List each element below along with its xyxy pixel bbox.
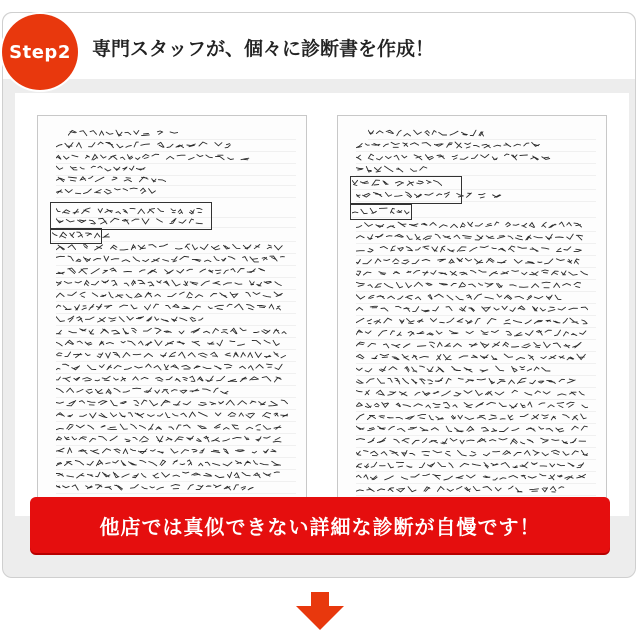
- handwriting-line: [356, 164, 596, 176]
- handwriting-line: [356, 152, 596, 164]
- handwriting-line: [56, 458, 296, 470]
- handwriting-line: [56, 186, 296, 198]
- handwriting-line: [56, 140, 296, 152]
- handwriting-line: [356, 304, 596, 316]
- handwriting-line: [56, 302, 296, 314]
- handwriting-line: [356, 424, 596, 436]
- handwriting-line: [356, 364, 596, 376]
- handwriting-line: [56, 398, 296, 410]
- handwriting-line: [356, 256, 596, 268]
- cta-banner[interactable]: 他店では真似できない詳細な診断が自慢です！: [30, 497, 610, 553]
- handwriting-line: [56, 482, 296, 494]
- handwriting-line: [56, 290, 296, 302]
- handwriting-line: [56, 410, 296, 422]
- document-panel: [15, 93, 629, 516]
- diagnosis-sheet-left: [37, 115, 307, 498]
- handwriting-line: [56, 422, 296, 434]
- handwriting-box: [50, 228, 102, 244]
- handwriting-line: [56, 350, 296, 362]
- handwriting-box: [50, 202, 212, 230]
- handwriting-line: [56, 386, 296, 398]
- handwriting-line: [356, 232, 596, 244]
- handwriting-line: [356, 280, 596, 292]
- handwriting-line: [56, 152, 296, 164]
- handwriting-line: [56, 174, 296, 186]
- handwriting-line: [356, 328, 596, 340]
- handwriting-line: [356, 244, 596, 256]
- handwriting-line: [356, 140, 596, 152]
- handwriting-line: [56, 470, 296, 482]
- handwriting-line: [68, 128, 296, 140]
- handwriting-box: [350, 176, 462, 204]
- handwriting-line: [56, 254, 296, 266]
- handwriting-line: [356, 484, 596, 496]
- handwriting-line: [356, 448, 596, 460]
- step-card: [2, 12, 636, 578]
- handwriting-line: [56, 314, 296, 326]
- handwriting-line: [56, 338, 296, 350]
- handwriting-line: [56, 278, 296, 290]
- handwriting-line: [56, 326, 296, 338]
- handwriting-line: [356, 352, 596, 364]
- handwriting-line: [356, 388, 596, 400]
- down-arrow-icon: [296, 592, 344, 630]
- handwriting-line: [356, 436, 596, 448]
- step-title: 専門スタッフが、個々に診断書を作成！: [92, 38, 435, 60]
- handwriting-line: [356, 400, 596, 412]
- handwriting-line: [356, 472, 596, 484]
- handwriting-line: [356, 220, 596, 232]
- handwriting-line: [56, 434, 296, 446]
- handwriting-line: [356, 340, 596, 352]
- handwriting-line: [56, 446, 296, 458]
- handwriting-line: [356, 412, 596, 424]
- handwriting-line: [356, 292, 596, 304]
- handwriting-box: [350, 204, 412, 220]
- handwriting-line: [356, 460, 596, 472]
- handwriting-line: [356, 268, 596, 280]
- handwriting-line: [56, 374, 296, 386]
- handwriting-line: [56, 266, 296, 278]
- handwriting-line: [56, 362, 296, 374]
- diagnosis-sheet-right: [337, 115, 607, 498]
- step-badge: Step2: [2, 14, 78, 90]
- handwriting-line: [368, 128, 596, 140]
- handwriting-line: [356, 316, 596, 328]
- handwriting-line: [356, 376, 596, 388]
